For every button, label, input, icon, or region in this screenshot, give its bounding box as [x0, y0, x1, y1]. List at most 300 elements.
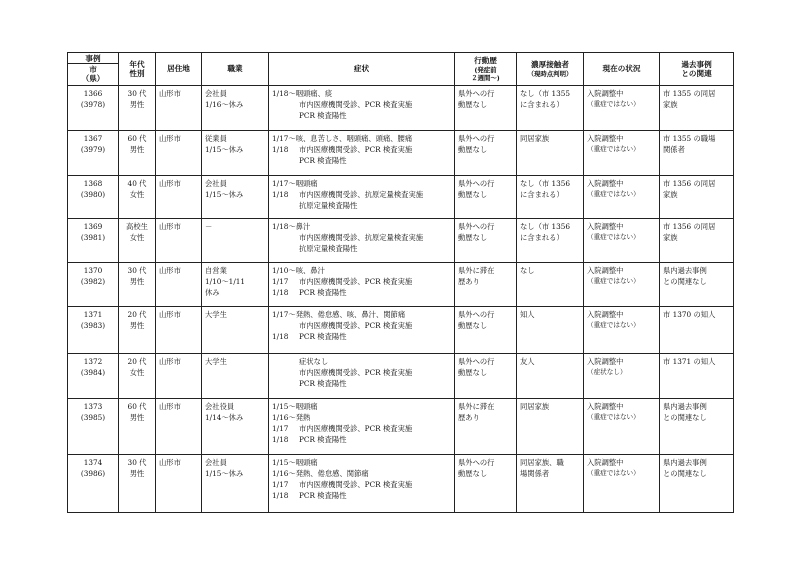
case-id-cell	[68, 176, 119, 219]
residence: 山形市	[159, 134, 181, 143]
relation-cell	[660, 455, 734, 513]
status-main: 入院調整中	[587, 310, 624, 319]
occupation-cell	[202, 455, 269, 513]
symptoms-cell	[269, 354, 455, 399]
travel-line: 歴あり	[458, 277, 480, 286]
symptom-line	[272, 155, 451, 166]
symptom-line	[272, 99, 451, 110]
relation-line: との関連なし	[663, 469, 707, 478]
symptom-text: PCR 検査陽性	[299, 491, 347, 500]
case-id: 1373	[83, 402, 103, 411]
case-id-cell	[68, 455, 119, 513]
symptom-line	[272, 243, 451, 254]
residence-cell	[156, 399, 202, 455]
status-main: 入院調整中	[587, 458, 624, 467]
status-detail: （重症ではない）	[587, 469, 640, 477]
symptom-text: 発熱、倦怠感、関節痛	[295, 469, 369, 478]
residence: 山形市	[159, 266, 181, 275]
relation-cell	[660, 131, 734, 176]
symptom-date: 1/18	[272, 332, 289, 341]
residence: 山形市	[159, 310, 181, 319]
case-pref-id: (3981)	[80, 233, 106, 242]
symptom-line	[272, 356, 451, 367]
relation-line: との関連なし	[663, 413, 707, 422]
contacts-line: 知人	[520, 310, 535, 319]
symptom-line	[272, 189, 451, 200]
symptom-text: 市内医療機関受診、PCR 検査実施	[299, 277, 413, 286]
symptom-text: 咽頭痛	[295, 179, 318, 188]
status-detail: （重症ではない）	[587, 321, 640, 329]
residence-cell	[156, 219, 202, 263]
status-main: 入院調整中	[587, 89, 624, 98]
table-row	[68, 131, 734, 176]
contacts-line: 同居家族	[520, 134, 550, 143]
contacts-line: なし（市 1356	[520, 222, 571, 231]
symptom-date: 1/10～	[272, 266, 296, 275]
occupation-line: 1/16～休み	[205, 100, 244, 109]
age-group: 30 代	[127, 458, 147, 467]
table-row	[68, 263, 734, 307]
occupation-line: 1/15～休み	[205, 190, 244, 199]
contacts-cell	[517, 307, 584, 354]
occupation-line: 1/15～休み	[205, 469, 244, 478]
residence: 山形市	[159, 89, 181, 98]
symptom-text: 咽頭痛	[295, 402, 318, 411]
header-relation: 過去事例 との関連	[660, 53, 734, 86]
symptoms-cell	[269, 176, 455, 219]
symptom-line	[272, 110, 451, 121]
case-id-cell	[68, 354, 119, 399]
status-detail: （重症ではない）	[587, 233, 640, 241]
travel-cell	[455, 219, 517, 263]
symptom-text: 発熱	[295, 413, 311, 422]
sex: 男性	[129, 100, 145, 109]
case-id: 1367	[83, 134, 103, 143]
symptoms-cell	[269, 455, 455, 513]
age-sex-cell	[119, 399, 156, 455]
symptom-text: 市内医療機関受診、抗原定量検査実施	[299, 190, 424, 199]
header-symptoms: 症状	[269, 53, 455, 86]
table-row	[68, 176, 734, 219]
age-sex-cell	[119, 131, 156, 176]
occupation-cell	[202, 354, 269, 399]
symptom-line	[272, 200, 451, 211]
residence-cell	[156, 86, 202, 131]
occupation-line: 自営業	[205, 266, 227, 275]
residence: 山形市	[159, 357, 181, 366]
header-occupation: 職業	[202, 53, 269, 86]
contacts-cell	[517, 86, 584, 131]
case-pref-id: (3986)	[80, 469, 106, 478]
status-cell	[584, 399, 660, 455]
symptom-text: 市内医療機関受診、PCR 検査実施	[299, 424, 413, 433]
symptom-line	[272, 287, 451, 298]
status-main: 入院調整中	[587, 222, 624, 231]
age-sex-cell	[119, 307, 156, 354]
symptom-line	[272, 331, 451, 342]
case-id-cell	[68, 307, 119, 354]
symptom-line	[272, 144, 451, 155]
travel-cell	[455, 86, 517, 131]
symptom-date: 1/17～	[272, 134, 296, 143]
occupation-line: 会社員	[205, 179, 227, 188]
sex: 男性	[129, 469, 145, 478]
travel-line: 県外への行	[458, 89, 495, 98]
relation-line: 県内過去事例	[663, 266, 707, 275]
case-id: 1372	[83, 357, 103, 366]
symptom-line	[272, 88, 451, 99]
sex: 女性	[129, 368, 145, 377]
relation-line: 家族	[663, 233, 678, 242]
age-sex-cell	[119, 86, 156, 131]
relation-line: 市 1370 の知人	[663, 310, 716, 319]
symptom-text: 鼻汁	[295, 222, 311, 231]
age-sex-cell	[119, 354, 156, 399]
sex: 男性	[129, 413, 145, 422]
contacts-line: 場関係者	[520, 469, 550, 478]
status-main: 入院調整中	[587, 179, 624, 188]
occupation-line: 従業員	[205, 134, 227, 143]
age-group: 60 代	[127, 134, 147, 143]
residence: 山形市	[159, 179, 181, 188]
header-travel-label: 行動歴	[474, 56, 497, 66]
residence-cell	[156, 131, 202, 176]
header-status: 現在の状況	[584, 53, 660, 86]
occupation-line: 会社員	[205, 89, 227, 98]
occupation-line: 会社員	[205, 458, 227, 467]
contacts-line: に含まれる）	[520, 233, 564, 242]
residence-cell	[156, 455, 202, 513]
residence: 山形市	[159, 402, 181, 411]
symptom-text: PCR 検査陽性	[299, 156, 347, 165]
travel-cell	[455, 307, 517, 354]
symptom-line	[272, 276, 451, 287]
case-pref-id: (3985)	[80, 413, 106, 422]
header-case-pref: 市 （県）	[81, 65, 105, 83]
case-pref-id: (3980)	[80, 190, 106, 199]
relation-line: 県内過去事例	[663, 402, 707, 411]
relation-cell	[660, 399, 734, 455]
relation-line: 関係者	[663, 145, 685, 154]
header-travel-sub2: ２週間～)	[471, 73, 500, 82]
symptom-line	[272, 457, 451, 468]
table-row	[68, 219, 734, 263]
symptom-text: 咳、息苦しさ、咽頭痛、頭痛、腰痛	[295, 134, 413, 143]
age-sex-cell	[119, 176, 156, 219]
relation-cell	[660, 354, 734, 399]
occupation-cell	[202, 131, 269, 176]
header-age-sex: 年代 性別	[119, 53, 156, 86]
travel-cell	[455, 176, 517, 219]
symptom-text: 市内医療機関受診、PCR 検査実施	[299, 145, 413, 154]
case-id-cell	[68, 86, 119, 131]
symptom-line	[272, 178, 451, 189]
contacts-cell	[517, 263, 584, 307]
status-main: 入院調整中	[587, 266, 624, 275]
case-id: 1368	[83, 179, 103, 188]
travel-line: 県外に滞在	[458, 266, 495, 275]
case-id: 1371	[83, 310, 103, 319]
travel-line: 動歴なし	[458, 233, 488, 242]
travel-line: 県外への行	[458, 310, 495, 319]
travel-line: 県外への行	[458, 357, 495, 366]
relation-cell	[660, 307, 734, 354]
contacts-line: なし（市 1355	[520, 89, 571, 98]
symptom-text: PCR 検査陽性	[299, 111, 347, 120]
symptom-date: 1/15～	[272, 402, 296, 411]
header-contacts-sub: （現時点判明）	[527, 69, 573, 78]
travel-line: 県外への行	[458, 134, 495, 143]
age-group: 20 代	[127, 310, 147, 319]
case-id: 1369	[83, 222, 103, 231]
symptom-date: 1/16～	[272, 413, 296, 422]
occupation-line: 大学生	[205, 310, 227, 319]
case-pref-id: (3984)	[80, 368, 106, 377]
status-detail: （重症ではない）	[587, 100, 640, 108]
residence: 山形市	[159, 458, 181, 467]
case-id-cell	[68, 263, 119, 307]
travel-line: 県外に滞在	[458, 402, 495, 411]
contacts-cell	[517, 455, 584, 513]
symptom-text: 市内医療機関受診、PCR 検査実施	[299, 480, 413, 489]
occupation-cell	[202, 219, 269, 263]
symptom-line	[272, 265, 451, 276]
symptom-date: 1/18	[272, 190, 289, 199]
symptom-line	[272, 378, 451, 389]
relation-cell	[660, 263, 734, 307]
travel-line: 動歴なし	[458, 321, 488, 330]
contacts-cell	[517, 219, 584, 263]
residence-cell	[156, 354, 202, 399]
age-group: 30 代	[127, 89, 147, 98]
relation-line: 市 1356 の同居	[663, 179, 716, 188]
relation-cell	[660, 86, 734, 131]
symptom-date: 1/18～	[272, 89, 296, 98]
relation-line: 家族	[663, 100, 678, 109]
residence-cell	[156, 263, 202, 307]
relation-cell	[660, 219, 734, 263]
symptom-line	[272, 434, 451, 445]
contacts-cell	[517, 176, 584, 219]
occupation-cell	[202, 307, 269, 354]
symptom-text: 市内医療機関受診、PCR 検査実施	[299, 321, 413, 330]
relation-line: 市 1355 の同居	[663, 89, 716, 98]
occupation-cell	[202, 86, 269, 131]
status-cell	[584, 455, 660, 513]
symptom-line	[272, 367, 451, 378]
symptom-date: 1/17	[272, 277, 289, 286]
occupation-line: 大学生	[205, 357, 227, 366]
travel-line: 歴あり	[458, 413, 480, 422]
symptoms-cell	[269, 131, 455, 176]
occupation-line: 1/10～1/11	[205, 277, 246, 286]
symptom-date: 1/17～	[272, 179, 296, 188]
travel-line: 動歴なし	[458, 469, 488, 478]
symptom-text: PCR 検査陽性	[299, 379, 347, 388]
symptoms-cell	[269, 263, 455, 307]
symptom-date: 1/16～	[272, 469, 296, 478]
relation-line: 市 1355 の職場	[663, 134, 716, 143]
symptoms-cell	[269, 219, 455, 263]
status-detail: （重症ではない）	[587, 145, 640, 153]
occupation-cell	[202, 263, 269, 307]
symptom-date: 1/18	[272, 145, 289, 154]
case-id-cell	[68, 399, 119, 455]
symptom-date: 1/17～	[272, 310, 296, 319]
symptom-line	[272, 320, 451, 331]
symptom-text: 症状なし	[299, 357, 329, 366]
sex: 女性	[129, 190, 145, 199]
age-sex-cell	[119, 455, 156, 513]
table-row	[68, 86, 734, 131]
case-pref-id: (3978)	[80, 100, 106, 109]
case-table-body	[68, 86, 734, 513]
symptom-text: PCR 検査陽性	[299, 332, 347, 341]
symptom-line	[272, 412, 451, 423]
header-row	[68, 53, 734, 86]
case-pref-id: (3979)	[80, 145, 106, 154]
contacts-line: 同居家族	[520, 402, 550, 411]
contacts-cell	[517, 399, 584, 455]
occupation-line: 会社役員	[205, 402, 235, 411]
travel-cell	[455, 131, 517, 176]
status-cell	[584, 176, 660, 219]
status-main: 入院調整中	[587, 357, 624, 366]
header-contacts	[517, 53, 584, 86]
case-id: 1370	[83, 266, 103, 275]
symptom-text: 市内医療機関受診、PCR 検査実施	[299, 368, 413, 377]
table-row	[68, 307, 734, 354]
symptom-date: 1/15～	[272, 458, 296, 467]
symptom-date: 1/17	[272, 480, 289, 489]
status-main: 入院調整中	[587, 402, 624, 411]
symptom-date: 1/18	[272, 288, 289, 297]
symptom-date: 1/18	[272, 435, 289, 444]
symptom-text: PCR 検査陽性	[299, 435, 347, 444]
occupation-cell	[202, 176, 269, 219]
status-cell	[584, 131, 660, 176]
status-detail: （重症ではない）	[587, 190, 640, 198]
header-residence: 居住地	[156, 53, 202, 86]
travel-cell	[455, 354, 517, 399]
travel-line: 動歴なし	[458, 190, 488, 199]
travel-line: 県外への行	[458, 458, 495, 467]
symptoms-cell	[269, 307, 455, 354]
status-cell	[584, 219, 660, 263]
travel-line: 県外への行	[458, 222, 495, 231]
status-cell	[584, 86, 660, 131]
residence-cell	[156, 176, 202, 219]
symptom-text: 市内医療機関受診、PCR 検査実施	[299, 100, 413, 109]
sex: 女性	[129, 233, 145, 242]
symptom-line	[272, 423, 451, 434]
residence: 山形市	[159, 222, 181, 231]
symptom-line	[272, 309, 451, 320]
travel-line: 動歴なし	[458, 145, 488, 154]
case-pref-id: (3982)	[80, 277, 106, 286]
status-cell	[584, 307, 660, 354]
contacts-cell	[517, 354, 584, 399]
symptom-text: 咳、鼻汁	[295, 266, 325, 275]
table-row	[68, 354, 734, 399]
relation-line: 市 1356 の同居	[663, 222, 716, 231]
relation-line: 家族	[663, 190, 678, 199]
age-sex-cell	[119, 219, 156, 263]
case-id-cell	[68, 131, 119, 176]
contacts-line: なし（市 1356	[520, 179, 571, 188]
symptom-line	[272, 232, 451, 243]
case-table	[67, 52, 734, 513]
relation-line: 市 1371 の知人	[663, 357, 716, 366]
header-travel	[455, 53, 517, 86]
occupation-line: 1/15～休み	[205, 145, 244, 154]
relation-cell	[660, 176, 734, 219]
travel-line: 県外への行	[458, 179, 495, 188]
relation-line: 県内過去事例	[663, 458, 707, 467]
occupation-line: 1/14～休み	[205, 413, 244, 422]
case-id: 1374	[83, 458, 103, 467]
status-cell	[584, 354, 660, 399]
travel-line: 動歴なし	[458, 368, 488, 377]
header-case-id: 事例 市 （県）	[68, 53, 119, 86]
sex: 男性	[129, 145, 145, 154]
age-sex-cell	[119, 263, 156, 307]
symptom-date: 1/18～	[272, 222, 296, 231]
symptoms-cell	[269, 86, 455, 131]
sex: 男性	[129, 321, 145, 330]
case-id-cell	[68, 219, 119, 263]
age-group: 40 代	[127, 179, 147, 188]
status-main: 入院調整中	[587, 134, 624, 143]
contacts-line: 友人	[520, 357, 535, 366]
occupation-line: 休み	[205, 288, 220, 297]
status-detail: （重症ではない）	[587, 413, 640, 421]
symptom-text: 抗原定量検査陽性	[299, 244, 358, 253]
contacts-cell	[517, 131, 584, 176]
travel-cell	[455, 455, 517, 513]
table-row	[68, 399, 734, 455]
symptom-date: 1/17	[272, 424, 289, 433]
travel-line: 動歴なし	[458, 100, 488, 109]
travel-cell	[455, 399, 517, 455]
age-group: 60 代	[127, 402, 147, 411]
symptom-date: 1/18	[272, 491, 289, 500]
symptom-text: 発熱、倦怠感、咳、鼻汁、関節痛	[295, 310, 406, 319]
case-pref-id: (3983)	[80, 321, 106, 330]
symptom-text: 咽頭痛	[295, 458, 318, 467]
occupation-cell	[202, 399, 269, 455]
relation-line: との関連なし	[663, 277, 707, 286]
case-id: 1366	[83, 89, 103, 98]
status-detail: （症状なし）	[587, 368, 627, 376]
symptom-line	[272, 401, 451, 412]
symptom-line	[272, 133, 451, 144]
symptom-text: 咽頭痛、痰	[295, 89, 333, 98]
age-group: 30 代	[127, 266, 147, 275]
symptom-text: PCR 検査陽性	[299, 288, 347, 297]
travel-cell	[455, 263, 517, 307]
symptom-line	[272, 479, 451, 490]
header-contacts-label: 濃厚接触者	[531, 60, 569, 70]
symptom-line	[272, 468, 451, 479]
contacts-line: に含まれる）	[520, 100, 564, 109]
residence-cell	[156, 307, 202, 354]
contacts-line: なし	[520, 266, 535, 275]
table-row	[68, 455, 734, 513]
symptoms-cell	[269, 399, 455, 455]
symptom-text: 市内医療機関受診、抗原定量検査実施	[299, 233, 424, 242]
status-detail: （重症ではない）	[587, 277, 640, 285]
